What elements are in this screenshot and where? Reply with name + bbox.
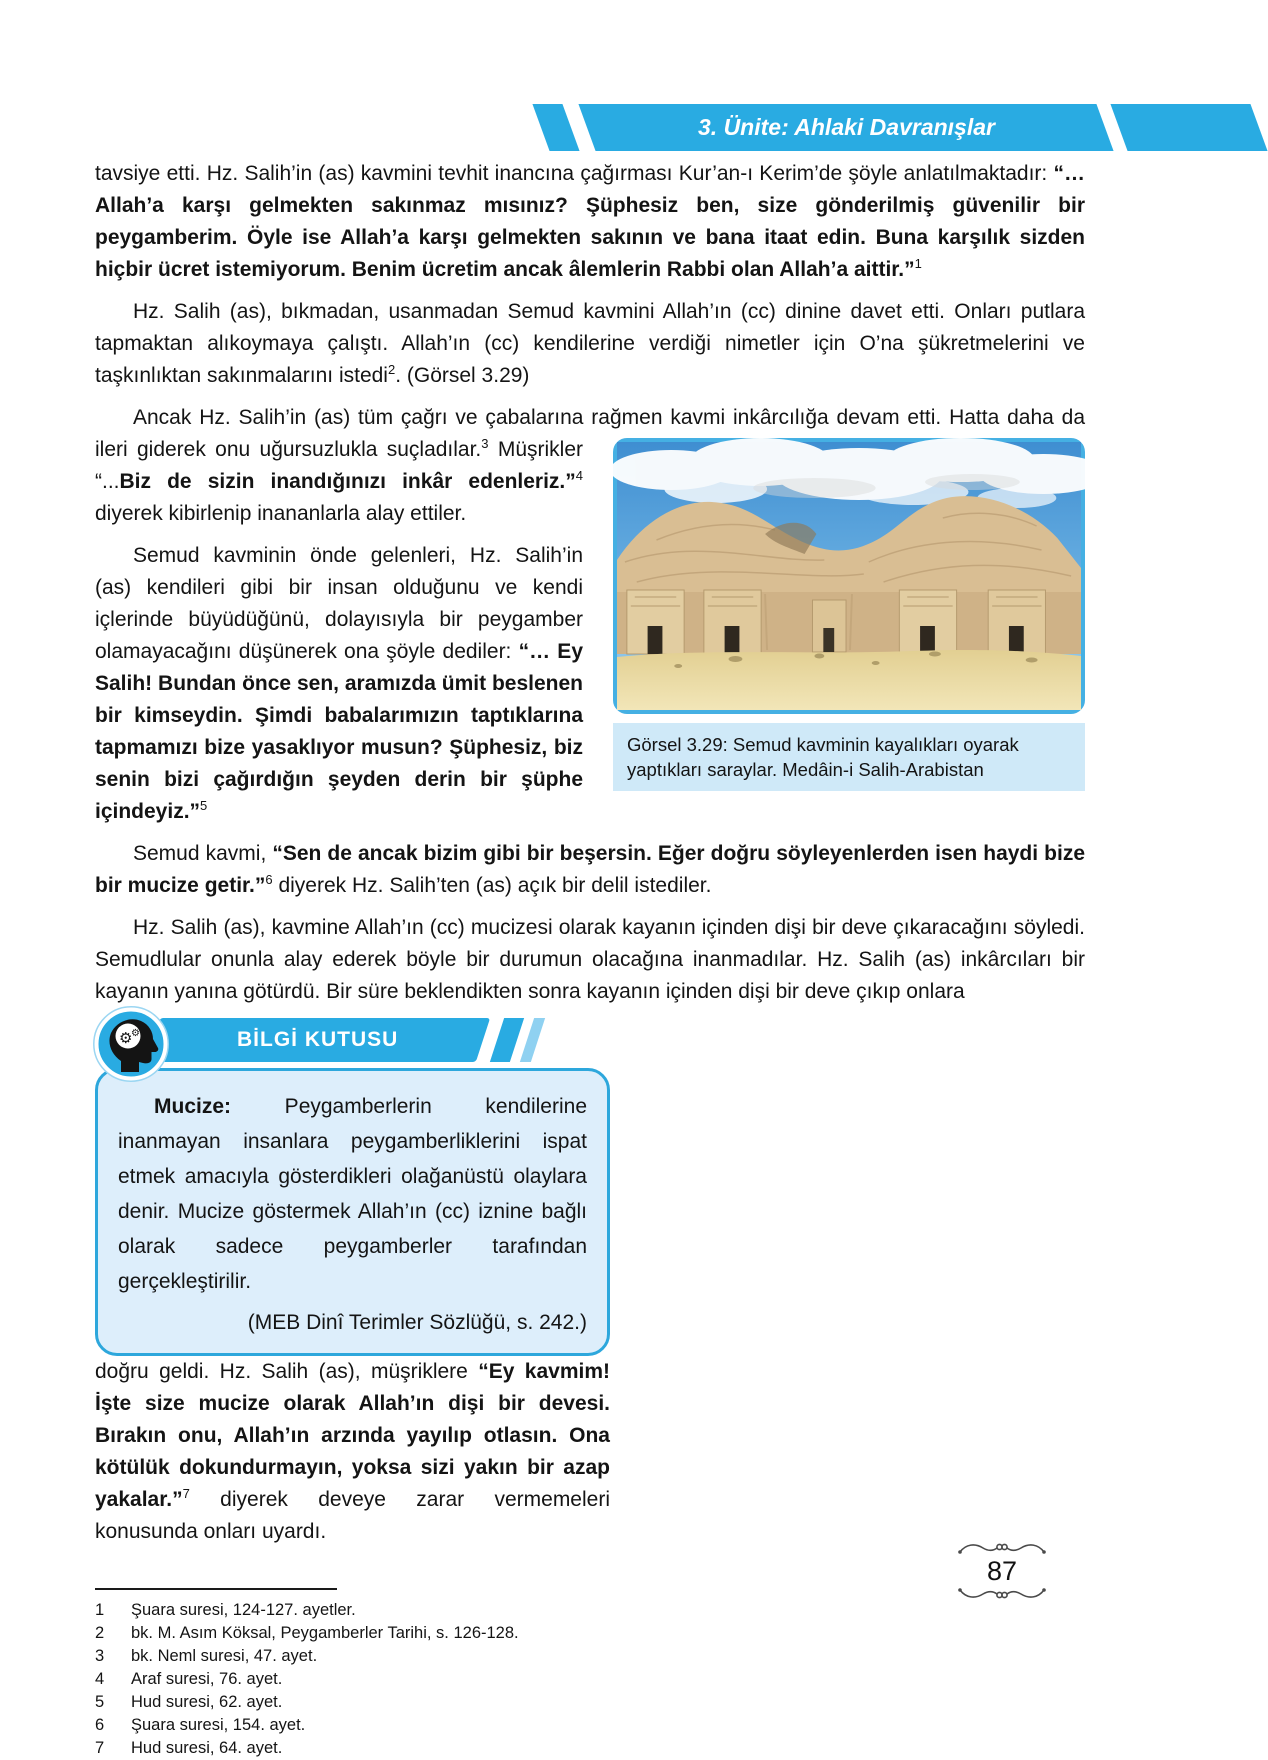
text-segment: Hz. Salih (as), bıkmadan, usanmadan Semud kavmini Allah’ın (cc) dinine davet etti. Onları putlara tapmaktan alıkoymaya çalıştı. Allah’ın (cc) kendilerine verdiği nimetler için O’na şükretmelerini ve taşkınlıktan sakınmalarını istedi [95,300,1085,387]
quote-bold: “Sen de ancak bizim gibi bir beşersin. Eğer doğru söyleyenlerden isen haydi bize bir mucize getir.” [95,842,1085,897]
footnote-number: 4 [95,1670,105,1688]
footnote-text: Şuara suresi, 154. ayet. [131,1716,306,1734]
info-source: (MEB Dinî Terimler Sözlüğü, s. 242.) [247,1311,587,1334]
quote-bold: Biz de sizin inandığınızı inkâr edenleriz.” [119,470,576,493]
info-box-body [95,1068,610,1356]
footnote-ref: 2 [387,362,396,377]
banner-chevron-light [520,1018,545,1062]
info-definition: Peygamberlerin kendilerine inanmayan insanlara peygamberliklerini ispat etmek amacıyla gösterdikleri olağanüstü olaylara denir. Mucize göstermek Allah’ın (cc) iznine bağlı olarak sadece peygamberler tarafından gerçekleştirilir. [118,1095,587,1293]
figure-medain-salih [613,438,1085,791]
band-accent-left [532,104,579,151]
text-segment: diyerek deveye zarar vermemeleri konusunda onları uyardı. [95,1488,610,1543]
quote-bold: “…Allah’a karşı gelmekten sakınmaz mısınız? Şüphesiz ben, size gönderilmiş güvenilir bir peygamberim. Öyle ise Allah’a karşı gelmekten sakının ve bana itaat edin. Buna karşılık sizden hiçbir ücret istemiyorum. Benim ücretim ancak âlemlerin Rabbi olan Allah’a aittir.” [95,162,1085,281]
footnote-item [95,1691,1085,1714]
footnote-number: 3 [95,1647,105,1665]
text-segment: ileri giderek onu uğursuzlukla suçladılar. [95,438,482,461]
footnote-item [95,1599,1085,1622]
info-box-title-banner [146,1018,490,1062]
banner-chevron [490,1018,524,1062]
text-segment: Ancak Hz. Salih’in (as) tüm çağrı ve çabalarına rağmen kavmi inkârcılığa devam etti. Hatta daha da [133,406,1085,429]
page-number-block [952,1540,1052,1602]
text-segment: Semud kavminin önde gelenleri, Hz. Salih’in (as) kendileri gibi bir insan olduğunu ve kendi içlerinde büyüdüğünü, dolayısıyla bir peygamber olamayacağını düşünerek ona şöyle dediler: [95,544,583,663]
info-box-banner-row [95,1014,610,1072]
info-box-text [118,1089,587,1299]
flourish-ornament [952,1540,1052,1556]
figure-caption: Görsel 3.29: Semud kavminin kayalıkları oyarak yaptıkları saraylar. Medâin-i Salih-Arabistan [613,723,1085,791]
footnote-number: 7 [95,1739,105,1757]
footnote-number: 5 [95,1693,105,1711]
quote-bold: “… Ey Salih! Bundan önce sen, aramızda ümit beslenen bir kimseydin. Şimdi babalarımızın taptıklarına tapmamızı bize yasaklıyor musun? Şüphesiz, biz senin bizi çağırdığın şeyden derin bir şüphe içindeyiz.” [95,640,583,823]
medain-salih-photo [613,438,1085,714]
footnote-item [95,1645,1085,1668]
footnote-divider [95,1588,337,1590]
page-number: 87 [986,1556,1018,1586]
footnote-ref: 7 [182,1486,190,1501]
paragraph-davet [95,296,1085,392]
footnote-item [95,1668,1085,1691]
page-content [95,158,1085,1760]
text-segment: tavsiye etti. Hz. Salih’in (as) kavmini tevhit inancına çağırması Kur’an-ı Kerim’de şöyle anlatılmaktadır: [95,162,1054,185]
paragraph-delil [95,838,1085,902]
band-main [578,104,1113,151]
footnote-number: 1 [95,1601,105,1619]
text-segment: diyerek kibirlenip inananlarla alay ettiler. [95,502,467,525]
footnote-text: bk. M. Asım Köksal, Peygamberler Tarihi, s. 126-128. [131,1624,519,1642]
footnote-number: 6 [95,1716,105,1734]
footnote-ref: 3 [481,436,489,451]
info-box [95,1014,610,1548]
footnote-text: Hud suresi, 62. ayet. [131,1693,283,1711]
flourish-ornament [952,1586,1052,1602]
unit-title: 3. Ünite: Ahlaki Davranışlar [697,114,995,140]
footnote-text: bk. Neml suresi, 47. ayet. [131,1647,318,1665]
footnote-ref: 5 [200,798,208,813]
footnote-ref: 4 [575,468,583,483]
footnote-item [95,1714,1085,1737]
footnote-text: Hud suresi, 64. ayet. [131,1739,283,1757]
quote-bold: “Ey kavmim! İşte size mucize olarak Allah’ın dişi bir devesi. Bırakın onu, Allah’ın arzında yayılıp otlasın. Ona kötülük dokundurmayın, yoksa sizi yakın bir azap yakalar.” [95,1360,611,1511]
footnote-text: Şuara suresi, 124-127. ayetler. [131,1601,356,1619]
footnote-ref: 6 [265,872,273,887]
text-segment: . (Görsel 3.29) [395,364,530,387]
footnote-text: Araf suresi, 76. ayet. [131,1670,283,1688]
text-segment: Semud kavmi, [133,842,273,865]
footnote-ref: 1 [914,256,922,271]
text-segment: Müşrikler “... [95,438,583,493]
info-box-title: BİLGİ KUTUSU [237,1028,399,1051]
desert-rock-illustration [617,442,1081,710]
brain-gears-icon [93,1006,169,1082]
footnote-item [95,1737,1085,1760]
info-term: Mucize: [154,1095,232,1118]
unit-header-band [0,104,1181,151]
paragraph-mucize-deve [95,912,1085,1543]
text-segment: doğru geldi. Hz. Salih (as), müşriklere [95,1360,479,1383]
svg-text:⚙: ⚙ [119,1029,133,1047]
footnote-number: 2 [95,1624,105,1642]
footnotes-section [95,1554,1085,1760]
svg-text:⚙: ⚙ [131,1028,140,1039]
text-segment: diyerek Hz. Salih’ten (as) açık bir delil istediler. [272,874,712,897]
band-accent-right [1110,104,1267,151]
footnote-item [95,1622,1085,1645]
text-segment: Hz. Salih (as), kavmine Allah’ın (cc) mucizesi olarak kayanın içinden dişi bir deve çıkaracağını söyledi. Semudlular onunla alay ederek böyle bir durumun olacağına inanmadılar. Hz. Salih (as) inkârcıları bir kayanın yanına götürdü. Bir süre beklendikten sonra kayanın içinden dişi bir deve çıkıp onlara [95,916,1085,1003]
paragraph-quote-invite [95,158,1085,286]
